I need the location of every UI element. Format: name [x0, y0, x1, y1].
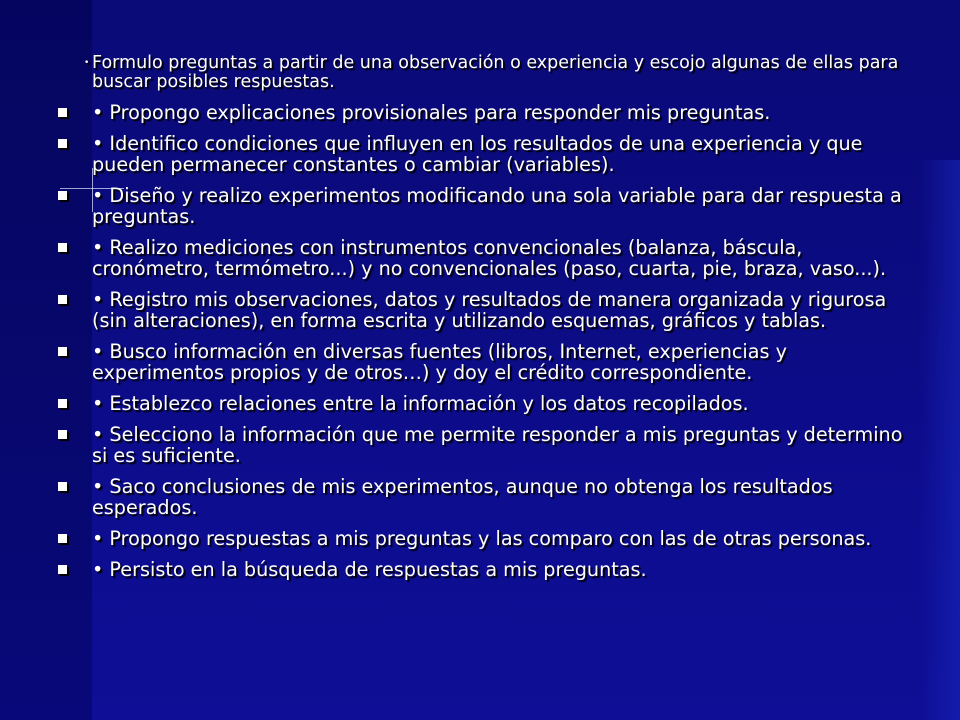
list-item-2 [58, 102, 908, 123]
list-item-10 [58, 476, 908, 518]
list-item-text: • Saco conclusiones de mis experimentos, aunque no obtenga los resultados esperados. [92, 475, 833, 519]
square-bullet-icon [58, 399, 67, 408]
list-item-text: • Diseño y realizo experimentos modificando una sola variable para dar respuesta a preguntas. [92, 184, 902, 228]
list-item-text: • Realizo mediciones con instrumentos convencionales (balanza, báscula, cronómetro, termómetro...) y no convencionales (paso, cuarta, pie, braza, vaso...). [92, 236, 887, 280]
list-item-9 [58, 424, 908, 466]
bullet-list [58, 54, 908, 590]
list-item-6 [58, 289, 908, 331]
square-bullet-icon [58, 295, 67, 304]
list-item-text: • Identifico condiciones que influyen en los resultados de una experiencia y que pueden permanecer constantes o cambiar (variables). [92, 132, 863, 176]
list-item-text: • Registro mis observaciones, datos y resultados de manera organizada y rigurosa (sin alteraciones), en forma escrita y utilizando esquemas, gráficos y tablas. [92, 288, 887, 332]
list-item-11 [58, 528, 908, 549]
square-bullet-icon [58, 108, 67, 117]
list-item-5 [58, 237, 908, 279]
square-bullet-icon [58, 482, 67, 491]
list-item-12 [58, 559, 908, 580]
list-item-text: • Propongo respuestas a mis preguntas y las comparo con las de otras personas. [92, 527, 872, 550]
list-item-3 [58, 133, 908, 175]
square-bullet-icon [58, 243, 67, 252]
list-item-1 [58, 54, 908, 92]
small-bullet-icon: • [84, 58, 90, 68]
square-bullet-icon [58, 347, 67, 356]
list-item-text: • Propongo explicaciones provisionales para responder mis preguntas. [92, 101, 771, 124]
square-bullet-icon [58, 430, 67, 439]
list-item-text: • Selecciono la información que me permite responder a mis preguntas y determino si es suficiente. [92, 423, 903, 467]
square-bullet-icon [58, 534, 67, 543]
list-item-text: • Establezco relaciones entre la información y los datos recopilados. [92, 392, 749, 415]
square-bullet-icon [58, 191, 67, 200]
square-bullet-icon [58, 139, 67, 148]
list-item-4 [58, 185, 908, 227]
list-item-text: • Busco información en diversas fuentes (libros, Internet, experiencias y experimentos propios y de otros…) y doy el crédito correspondiente. [92, 340, 787, 384]
list-item-text: • Persisto en la búsqueda de respuestas a mis preguntas. [92, 558, 647, 581]
list-item-text: Formulo preguntas a partir de una observación o experiencia y escojo algunas de ellas para buscar posibles respuestas. [92, 53, 899, 92]
square-bullet-icon [58, 565, 67, 574]
list-item-8 [58, 393, 908, 414]
list-item-7 [58, 341, 908, 383]
right-glow-decoration [920, 160, 960, 720]
